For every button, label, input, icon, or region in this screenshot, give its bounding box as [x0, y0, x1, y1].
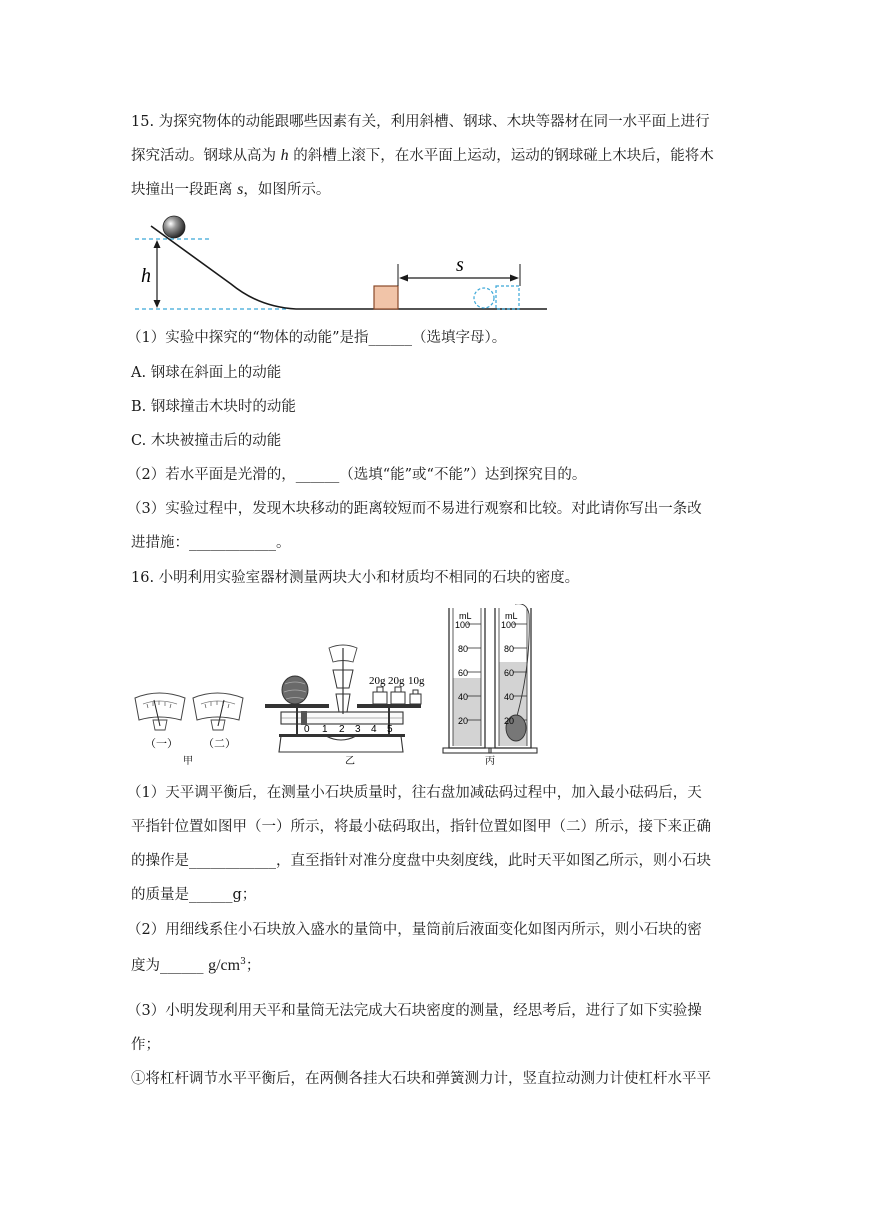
s-arrow-right [510, 275, 519, 282]
balance-figure [131, 604, 561, 768]
cyl-2-tick-20: 20 [504, 716, 515, 726]
q16-sub1-line-3: 的操作是____________，直至指针对准分度盘中央刻度线，此时天平如图乙所示，则小石块 [131, 853, 711, 869]
density-unit: g/cm [208, 957, 241, 974]
q15-line-3-b: ，如图所示。 [243, 182, 331, 198]
q16-sub1-line-2: 平指针位置如图甲（一）所示，将最小砝码取出，指针位置如图甲（二）所示，接下来正确 [131, 819, 711, 835]
cyl-2-tick-80: 80 [504, 644, 515, 654]
fig-label-h: h [141, 265, 151, 287]
fig-label-s: s [456, 254, 464, 276]
q15-option-c: C. 木块被撞击后的动能 [131, 433, 282, 449]
s-arrow-left [399, 275, 408, 282]
steel-ball [163, 216, 185, 238]
q15-sub2: （2）若水平面是光滑的，______（选填“能”或“不能”）达到探究目的。 [127, 467, 587, 483]
q15-option-b: B. 钢球撞击木块时的动能 [131, 399, 296, 415]
dial-label-2: （二） [203, 737, 236, 750]
q16-sub3-line-2: 作； [131, 1037, 160, 1053]
cyl-1-tick-40: 40 [458, 692, 469, 702]
height-arrow-top [154, 240, 161, 248]
cyl-2-unit: mL [505, 611, 518, 621]
balance [265, 645, 421, 752]
var-s: s [237, 181, 244, 198]
ramp-figure [131, 212, 551, 320]
caption-yi: 乙 [345, 756, 355, 767]
q16-sub2-end: ； [245, 958, 261, 974]
q15-sub3-line-2: 进措施：____________。 [131, 535, 291, 551]
q15-line-3-a: 块撞出一段距离 [131, 182, 238, 198]
q15-sub3-line-1: （3）实验过程中，发现木块移动的距离较短而不易进行观察和比较。对此请你写出一条改 [127, 501, 702, 517]
q15-line-3 [131, 180, 330, 200]
density-unit-exponent: 3 [240, 957, 246, 968]
q16-sub1-line-1: （1）天平调平衡后，在测量小石块质量时，往右盘加减砝码过程中，加入最小砝码后，天 [127, 785, 702, 801]
q16-sub3-line-1: （3）小明发现利用天平和量筒无法完成大石块密度的测量，经思考后，进行了如下实验操 [127, 1003, 702, 1019]
q16-sub3-line-3: ①将杠杆调节水平平衡后，在两侧各挂大石块和弹簧测力计，竖直拉动测力计使杠杆水平平 [131, 1071, 711, 1087]
scale-digit-3: 3 [355, 724, 361, 735]
scale-digit-0: 0 [304, 724, 310, 735]
dial-1 [135, 693, 185, 730]
cyl-1-tick-100: 100 [455, 620, 471, 630]
weight-label-1: 20g [369, 675, 386, 687]
ramp-surface [151, 226, 547, 309]
q15-option-a: A. 钢球在斜面上的动能 [131, 365, 282, 381]
cyl-1-unit: mL [459, 611, 472, 621]
cyl-2-tick-100: 100 [501, 620, 517, 630]
scale-digit-2: 2 [339, 724, 345, 735]
scale-digit-4: 4 [371, 724, 377, 735]
weight-label-2: 20g [388, 675, 405, 687]
caption-jia: 甲 [183, 756, 193, 767]
ghost-block [496, 286, 519, 309]
dial-label-1: （一） [145, 737, 178, 750]
q16-line-1: 16. 小明利用实验室器材测量两块大小和材质均不相同的石块的密度。 [131, 570, 580, 586]
cyl-1-tick-20: 20 [458, 716, 469, 726]
wood-block [374, 286, 398, 309]
scale-digit-5: 5 [387, 724, 393, 735]
q15-line-2-b: 的斜槽上滚下，在水平面上运动，运动的钢球碰上木块后，能将木 [288, 148, 714, 164]
cyl-1-tick-80: 80 [458, 644, 469, 654]
q15-line-2 [131, 146, 714, 166]
q15-line-2-a: 探究活动。钢球从高为 [131, 148, 281, 164]
dial-2 [193, 693, 243, 730]
height-arrow-bottom [154, 300, 161, 308]
q16-sub2-line-1: （2）用细线系住小石块放入盛水的量筒中，量筒前后液面变化如图丙所示，则小石块的密 [127, 922, 702, 938]
weight-label-3: 10g [408, 675, 425, 687]
ghost-ball [474, 288, 494, 308]
q15-line-1: 15. 为探究物体的动能跟哪些因素有关，利用斜槽、钢球、木块等器材在同一水平面上进行 [131, 114, 710, 130]
cyl-1-tick-60: 60 [458, 668, 469, 678]
scale-digit-1: 1 [322, 724, 328, 735]
cyl-2-tick-40: 40 [504, 692, 515, 702]
q15-sub1: （1）实验中探究的“物体的动能”是指______（选填字母）。 [127, 330, 507, 346]
q16-sub2-prefix: 度为______ [131, 958, 209, 974]
q16-sub1-line-4: 的质量是______g； [131, 887, 257, 903]
caption-bing: 丙 [485, 756, 495, 767]
q16-sub2-line-2 [131, 956, 260, 976]
cyl-2-tick-60: 60 [504, 668, 515, 678]
var-h: h [280, 147, 289, 164]
